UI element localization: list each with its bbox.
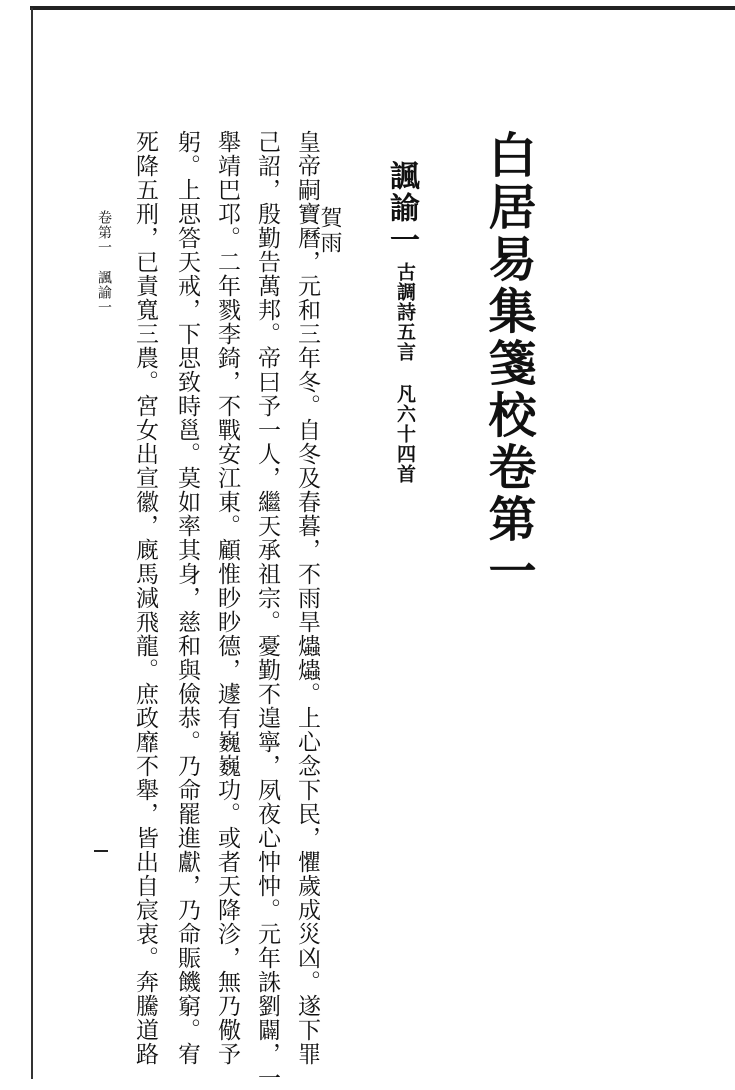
- poem-title: 賀雨: [317, 206, 342, 256]
- section-subtitle: 古調詩五言: [394, 262, 416, 362]
- section-count: 凡六十四首: [394, 384, 416, 484]
- book-title: 白居易集箋校卷第一: [480, 130, 536, 598]
- poem-line: 舉靖巴邛。二年戮李錡，不戰安江東。顧惟眇眇德，遽有巍巍功。或者天降沴，無乃儆予: [214, 130, 240, 1066]
- poem-line: 死降五刑，已責寬三農。宮女出宣徽，廐馬減飛龍。庶政靡不舉，皆出自宸衷。奔騰道路: [132, 130, 158, 1066]
- running-head: 卷第一 諷諭一: [96, 210, 112, 315]
- section-title: 諷諭一: [384, 160, 419, 256]
- top-border: [30, 6, 735, 10]
- poem-line: 皇帝嗣寶曆，元和三年冬。自冬及春暮，不雨旱爞爞。上心念下民，懼歲成災凶。遂下罪: [294, 130, 320, 1066]
- poem-line: 己詔，殷勤告萬邦。帝曰予一人，繼天承祖宗。憂勤不遑寧，夙夜心忡忡。元年誅劉闢，一: [254, 130, 280, 1090]
- page-number-mark: [94, 850, 108, 852]
- poem-line: 躬。上思答天戒，下思致時邕。莫如率其身，慈和與儉恭。乃命罷進獻，乃命賑饑窮。宥: [174, 130, 200, 1066]
- left-border: [31, 8, 33, 1079]
